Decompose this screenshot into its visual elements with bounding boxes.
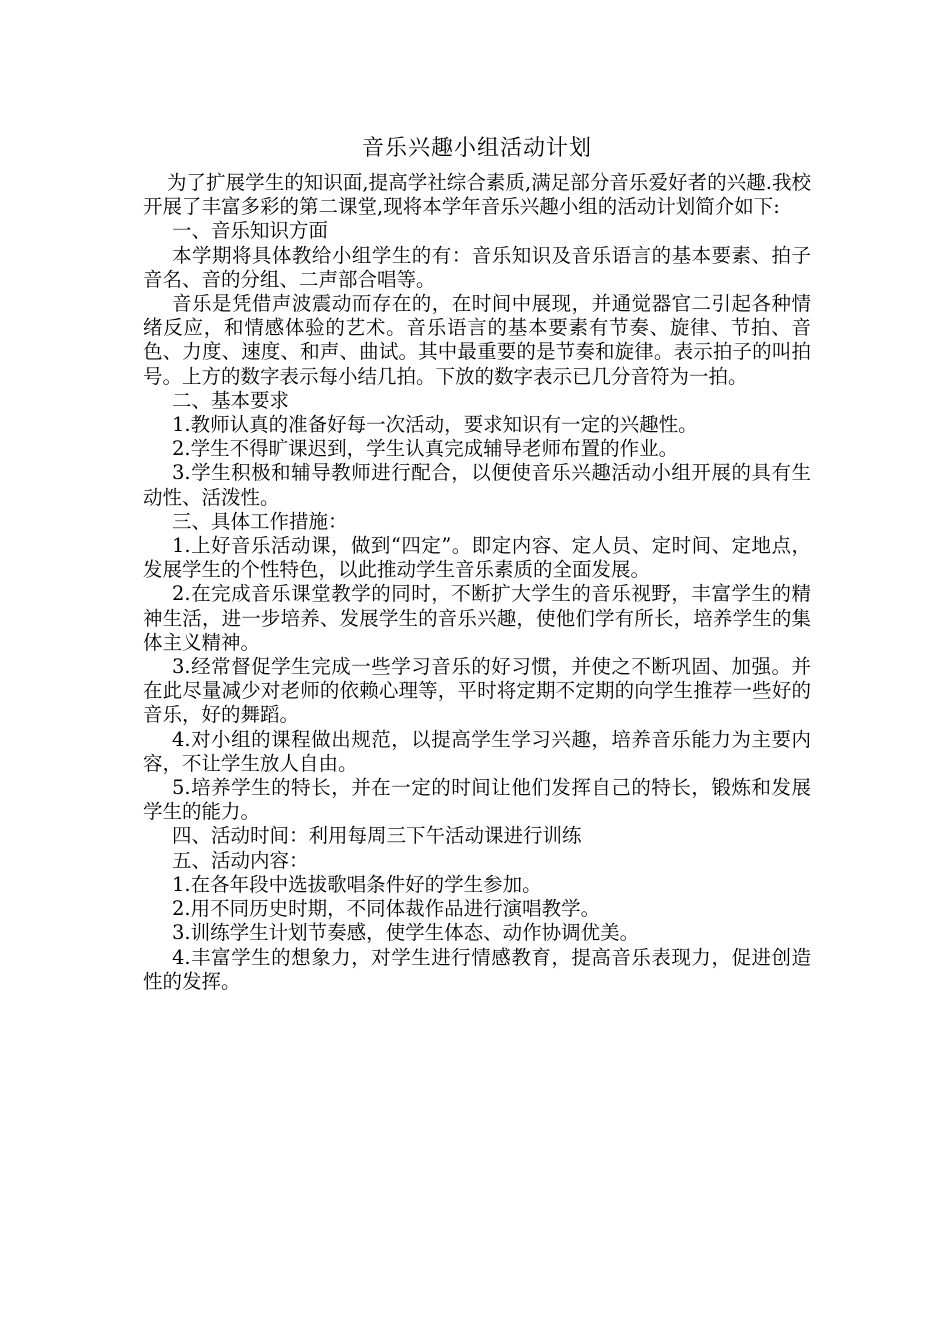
intro-paragraph: 为了扩展学生的知识面,提高学社综合素质,满足部分音乐爱好者的兴趣.我校开展了丰富多彩的第二课堂,现将本学年音乐兴趣小组的活动计划简介如下: — [143, 171, 811, 219]
list-item: 3.训练学生计划节奏感，使学生体态、动作协调优美。 — [172, 921, 640, 945]
paragraph: 音乐是凭借声波震动而存在的，在时间中展现，并通觉器官二引起各种情绪反应，和情感体验的艺术。音乐语言的基本要素有节奏、旋律、节拍、音色、力度、速度、和声、曲试。其中最重要的是节奏和旋律。表示拍子的叫拍号。上方的数字表示每小结几拍。下放的数字表示已几分音符为一拍。 — [143, 292, 811, 388]
section-heading-4: 四、活动时间：利用每周三下午活动课进行训练 — [172, 824, 582, 848]
list-item: 3.学生积极和辅导教师进行配合，以便使音乐兴趣活动小组开展的具有生动性、活泼性。 — [143, 461, 811, 509]
list-item: 2.用不同历史时期，不同体裁作品进行演唱教学。 — [172, 897, 601, 921]
list-item: 1.教师认真的准备好每一次活动，要求知识有一定的兴趣性。 — [172, 413, 698, 437]
list-item: 4.对小组的课程做出规范，以提高学生学习兴趣，培养音乐能力为主要内容，不让学生放人自由。 — [143, 727, 811, 775]
section-heading-3: 三、具体工作措施： — [172, 509, 348, 533]
document-page — [143, 134, 811, 994]
list-item: 5.培养学生的特长，并在一定的时间让他们发挥自己的特长，锻炼和发展学生的能力。 — [143, 776, 811, 824]
section-heading-1: 一、音乐知识方面 — [172, 219, 329, 243]
section-heading-5: 五、活动内容： — [172, 848, 309, 872]
document-title: 音乐兴趣小组活动计划 — [361, 136, 592, 161]
section-heading-2: 二、基本要求 — [172, 388, 290, 412]
list-item: 4.丰富学生的想象力，对学生进行情感教育，提高音乐表现力，促进创造性的发挥。 — [143, 945, 811, 993]
paragraph: 本学期将具体教给小组学生的有：音乐知识及音乐语言的基本要素、拍子音名、音的分组、二声部合唱等。 — [143, 243, 811, 291]
list-item: 1.在各年段中选拔歌唱条件好的学生参加。 — [172, 872, 542, 896]
list-item: 1.上好音乐活动课，做到“四定”。即定内容、定人员、定时间、定地点，发展学生的个性特色，以此推动学生音乐素质的全面发展。 — [143, 534, 811, 582]
list-item: 3.经常督促学生完成一些学习音乐的好习惯，并使之不断巩固、加强。并在此尽量减少对老师的依赖心理等，平时将定期不定期的向学生推荐一些好的音乐，好的舞蹈。 — [143, 655, 811, 727]
list-item: 2.在完成音乐课堂教学的同时，不断扩大学生的音乐视野，丰富学生的精神生活，进一步培养、发展学生的音乐兴趣，使他们学有所长，培养学生的集体主义精神。 — [143, 582, 811, 654]
list-item: 2.学生不得旷课迟到，学生认真完成辅导老师布置的作业。 — [172, 437, 679, 461]
